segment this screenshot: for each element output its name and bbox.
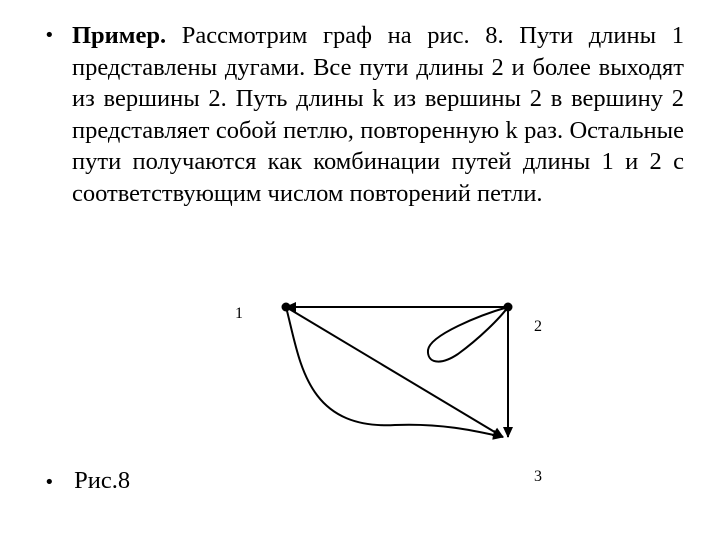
node-label-3: 3 (534, 468, 542, 485)
paragraph-body: Рассмотрим граф на рис. 8. Пути длины 1 представлены дугами. Все пути длины 2 и более выходят из вершины 2. Путь длины k из вершины 2 в вершину 2 представляет собой петлю, повторенную k раз. Остальные пути получаются как комбинации путей длины 1 и 2 с соответствующим числом повторений петли. (72, 22, 684, 207)
caption-text: Рис.8 (74, 467, 131, 494)
bullet-icon: • (44, 25, 55, 46)
caption-bullet-icon: • (44, 472, 55, 493)
edge-2-2-loop (428, 307, 508, 362)
edge-1-3-straight (286, 307, 503, 437)
figure-caption (44, 465, 130, 499)
node-2 (504, 303, 513, 312)
node-label-2: 2 (534, 318, 542, 335)
node-label-1: 1 (235, 305, 243, 322)
paragraph-lead: Пример. (72, 22, 167, 49)
node-1 (282, 303, 291, 312)
